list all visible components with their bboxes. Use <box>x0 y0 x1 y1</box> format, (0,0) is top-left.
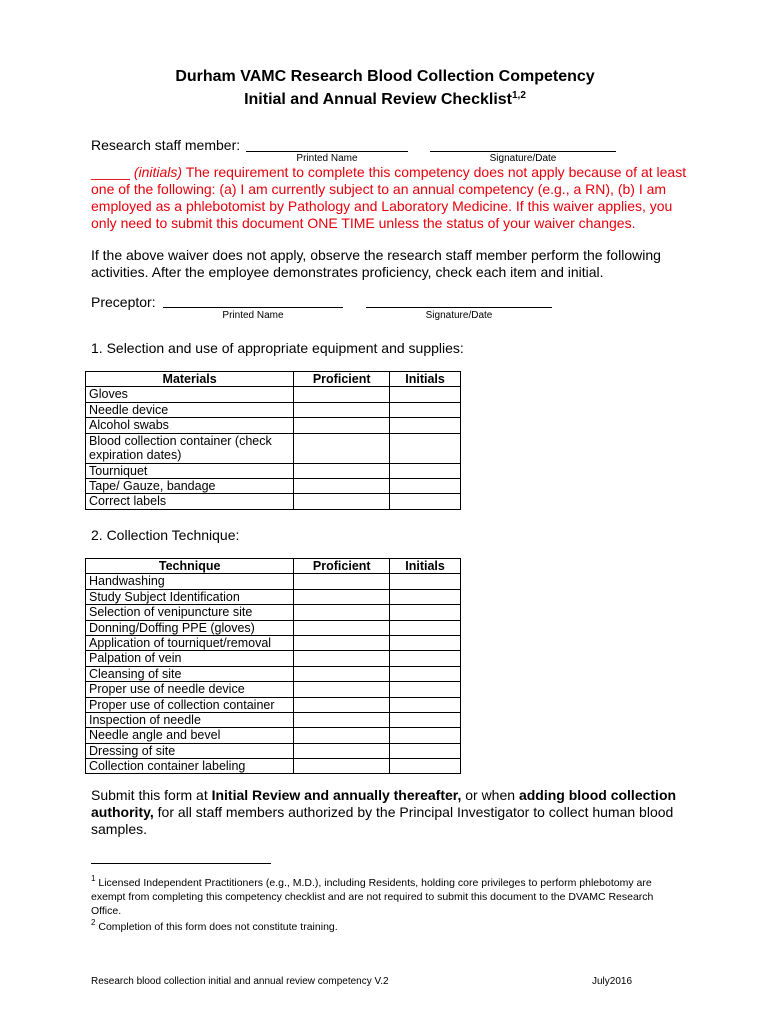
technique-cell: Proper use of collection container <box>86 697 294 712</box>
technique-cell: Proper use of needle device <box>86 682 294 697</box>
footnote-separator <box>91 863 271 864</box>
initials-cell[interactable] <box>390 651 461 666</box>
proficient-cell[interactable] <box>294 743 390 758</box>
footer-document-name: Research blood collection initial and annual review competency V.2 <box>91 976 389 987</box>
initials-cell[interactable] <box>390 605 461 620</box>
proficient-cell[interactable] <box>294 478 390 493</box>
technique-cell: Dressing of site <box>86 743 294 758</box>
submit-text-2: or when <box>461 787 519 803</box>
proficient-cell[interactable] <box>294 418 390 433</box>
proficient-cell[interactable] <box>294 666 390 681</box>
title-line-1: Durham VAMC Research Blood Collection Competency <box>175 68 595 85</box>
table-row <box>86 418 461 433</box>
materials-header-row <box>86 372 461 387</box>
preceptor-label: Preceptor: <box>91 294 156 310</box>
waiver-paragraph <box>91 164 691 232</box>
initials-cell[interactable] <box>390 463 461 478</box>
preceptor-printed-name-caption: Printed Name <box>222 310 284 321</box>
initials-col-header: Initials <box>390 372 461 387</box>
table-row <box>86 759 461 774</box>
proficient-cell[interactable] <box>294 387 390 402</box>
page-title <box>0 67 770 109</box>
footnote-2-marker: 2 <box>91 918 96 927</box>
initials-cell[interactable] <box>390 494 461 509</box>
table-row <box>86 574 461 589</box>
initials-cell[interactable] <box>390 697 461 712</box>
material-cell: Gloves <box>86 387 294 402</box>
waiver-initials-blank[interactable]: _____ <box>91 164 130 180</box>
initials-cell[interactable] <box>390 478 461 493</box>
initials-cell[interactable] <box>390 743 461 758</box>
initials-cell[interactable] <box>390 682 461 697</box>
submit-paragraph <box>91 787 691 838</box>
material-cell: Alcohol swabs <box>86 418 294 433</box>
submit-text-3: for all staff members authorized by the Principal Investigator to collect human blood samples. <box>91 804 674 837</box>
title-line-2-text: Initial and Annual Review Checklist <box>244 91 512 108</box>
proficient-cell[interactable] <box>294 651 390 666</box>
technique-cell: Collection container labeling <box>86 759 294 774</box>
initials-cell[interactable] <box>390 712 461 727</box>
initials-col-header: Initials <box>390 559 461 574</box>
submit-text-1: Submit this form at <box>91 787 212 803</box>
staff-printed-name-caption: Printed Name <box>296 153 358 164</box>
proficient-cell[interactable] <box>294 494 390 509</box>
material-cell: Needle device <box>86 402 294 417</box>
technique-cell: Selection of venipuncture site <box>86 605 294 620</box>
proficient-cell[interactable] <box>294 402 390 417</box>
proficient-col-header: Proficient <box>294 559 390 574</box>
title-line-2 <box>0 86 770 109</box>
initials-cell[interactable] <box>390 759 461 774</box>
initials-cell[interactable] <box>390 418 461 433</box>
initials-cell[interactable] <box>390 666 461 681</box>
staff-label: Research staff member: <box>91 137 241 153</box>
proficient-cell[interactable] <box>294 605 390 620</box>
table-row <box>86 620 461 635</box>
section2-heading: 2. Collection Technique: <box>91 527 240 543</box>
submit-bold-1: Initial Review and annually thereafter, <box>211 787 462 803</box>
proficient-cell[interactable] <box>294 463 390 478</box>
table-row <box>86 635 461 650</box>
initials-cell[interactable] <box>390 589 461 604</box>
table-row <box>86 402 461 417</box>
technique-cell: Handwashing <box>86 574 294 589</box>
table-row <box>86 463 461 478</box>
proficient-cell[interactable] <box>294 589 390 604</box>
table-row <box>86 728 461 743</box>
technique-header-row <box>86 559 461 574</box>
footnote-2 <box>91 916 686 934</box>
footnote-2-text: Completion of this form does not constitute training. <box>95 921 338 933</box>
technique-cell: Inspection of needle <box>86 712 294 727</box>
initials-cell[interactable] <box>390 635 461 650</box>
initials-cell[interactable] <box>390 728 461 743</box>
initials-cell[interactable] <box>390 387 461 402</box>
table-row <box>86 682 461 697</box>
technique-cell: Study Subject Identification <box>86 589 294 604</box>
section1-heading: 1. Selection and use of appropriate equipment and supplies: <box>91 340 464 356</box>
table-row <box>86 605 461 620</box>
proficient-cell[interactable] <box>294 682 390 697</box>
submit-bold-2: adding blood collection authority, <box>91 787 677 820</box>
table-row <box>86 478 461 493</box>
proficient-cell[interactable] <box>294 728 390 743</box>
waiver-text: The requirement to complete this competency does not apply because of at least one of the following: (a) I am currently subject to an annual competency (e.g., a RN), (b) I am employed as a phlebotomist by Pathology and Laboratory Medicine. If this waiver applies, you only need to submit this document ONE TIME unless the status of your waiver changes. <box>91 164 687 231</box>
technique-cell: Donning/Doffing PPE (gloves) <box>86 620 294 635</box>
footer-date: July2016 <box>592 976 633 987</box>
technique-cell: Application of tourniquet/removal <box>86 635 294 650</box>
proficient-cell[interactable] <box>294 433 390 463</box>
proficient-col-header: Proficient <box>294 372 390 387</box>
table-row <box>86 433 461 463</box>
preceptor-printed-name-field[interactable] <box>163 307 343 308</box>
material-cell: Tape/ Gauze, bandage <box>86 478 294 493</box>
proficient-cell[interactable] <box>294 635 390 650</box>
footnote-1 <box>91 872 686 918</box>
proficient-cell[interactable] <box>294 620 390 635</box>
staff-signature-field[interactable] <box>430 151 616 152</box>
footnote-1-marker: 1 <box>91 874 96 883</box>
table-row <box>86 743 461 758</box>
material-cell: Tourniquet <box>86 463 294 478</box>
proficient-cell[interactable] <box>294 759 390 774</box>
table-row <box>86 712 461 727</box>
proficient-cell[interactable] <box>294 712 390 727</box>
material-cell: Correct labels <box>86 494 294 509</box>
staff-printed-name-field[interactable] <box>246 151 408 152</box>
technique-cell: Needle angle and bevel <box>86 728 294 743</box>
staff-signature-caption: Signature/Date <box>489 153 557 164</box>
initials-cell[interactable] <box>390 433 461 463</box>
table-row <box>86 589 461 604</box>
table-row <box>86 651 461 666</box>
initials-cell[interactable] <box>390 402 461 417</box>
preceptor-signature-caption: Signature/Date <box>425 310 493 321</box>
proficient-cell[interactable] <box>294 697 390 712</box>
materials-col-header: Materials <box>86 372 294 387</box>
table-row <box>86 666 461 681</box>
technique-table <box>85 558 461 774</box>
preceptor-signature-field[interactable] <box>366 307 552 308</box>
technique-cell: Cleansing of site <box>86 666 294 681</box>
materials-table <box>85 371 461 510</box>
proficient-cell[interactable] <box>294 574 390 589</box>
footnote-1-text: Licensed Independent Practitioners (e.g., M.D.), including Residents, holding core privileges to perform phlebotomy are exempt from completing this competency checklist and are not required to submit this document to the DVAMC Research Office. <box>91 877 654 917</box>
initials-cell[interactable] <box>390 620 461 635</box>
table-row <box>86 697 461 712</box>
initials-cell[interactable] <box>390 574 461 589</box>
material-cell: Blood collection container (check expiration dates) <box>86 433 294 463</box>
table-row <box>86 387 461 402</box>
technique-cell: Palpation of vein <box>86 651 294 666</box>
table-row <box>86 494 461 509</box>
waiver-initials-label: (initials) <box>133 164 183 180</box>
title-superscript: 1,2 <box>512 90 526 101</box>
technique-col-header: Technique <box>86 559 294 574</box>
instructions-paragraph: If the above waiver does not apply, observe the research staff member perform the following activities. After the employee demonstrates proficiency, check each item and initial. <box>91 247 661 280</box>
